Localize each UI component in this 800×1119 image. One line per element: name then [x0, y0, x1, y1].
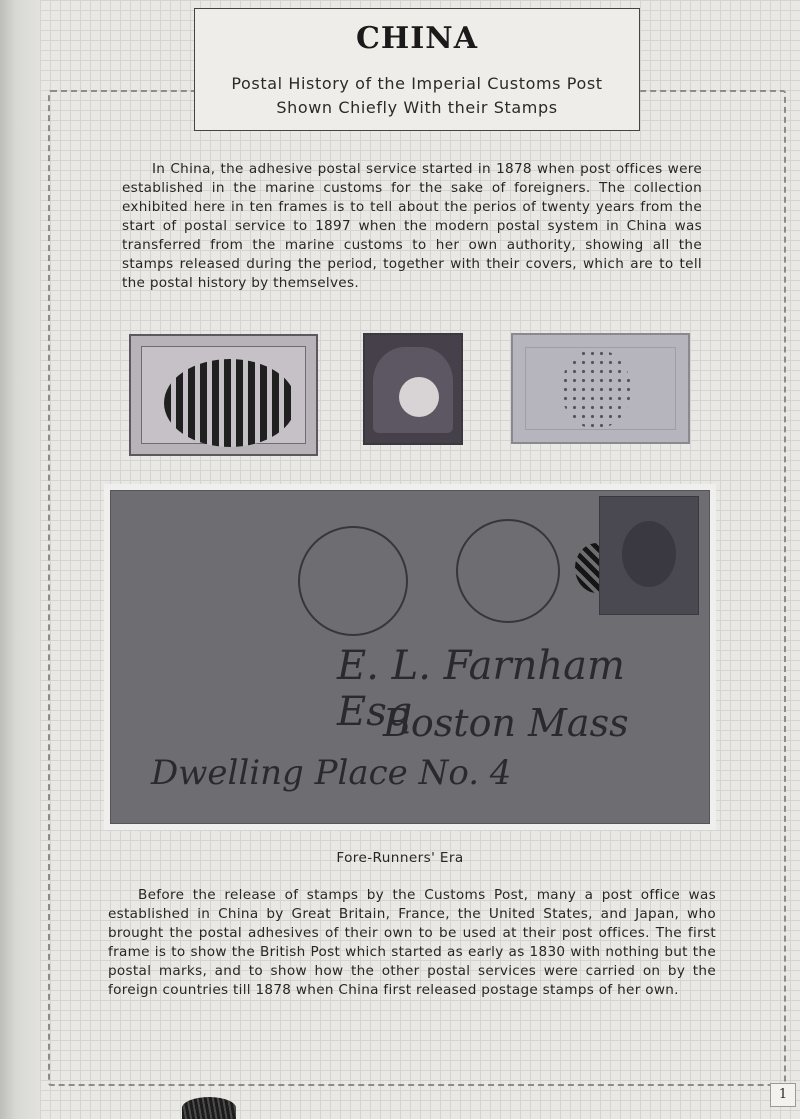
stamp-hong-kong [129, 334, 318, 456]
intro-paragraph: In China, the adhesive postal service started in 1878 when post offices were established in the marine customs for the sake of foreigners. The collection exhibited here in ten frames is to tell about the perios of twenty years from the start of postal service to 1897 when the modern postal system in China was transferred from the marine customs to her own authority, showing all the stamps released during the period, together with their covers, which are to tell the postal history by themselves. [122, 161, 702, 291]
address-line-2: Boston Mass [383, 701, 629, 745]
subtitle-line-1: Postal History of the Imperial Customs Post [231, 74, 603, 93]
page-subtitle [215, 72, 619, 120]
postmark-san-francisco [456, 519, 560, 623]
title-box [194, 8, 640, 131]
stamp-frame [373, 347, 453, 433]
section-paragraph: Before the release of stamps by the Customs Post, many a post office was established in China by Great Britain, France, the United States, and Japan, who brought the postal adhesives of their own to be used at their post offices. The first frame is to show the British Post which started as early as 1830 with nothing but the postal marks, and to show how the other postal services were carried on by the foreign countries till 1878 when China first released postage stamps of her own. [108, 887, 716, 998]
cover-mount [104, 484, 716, 830]
address-line-3: Dwelling Place No. 4 [151, 753, 512, 793]
address-line-1: E. L. Farnham Esq [337, 643, 625, 735]
cover-stamp [599, 496, 699, 615]
stamp-france [511, 333, 690, 444]
subtitle-line-2: Shown Chiefly With their Stamps [276, 98, 558, 117]
stamp-frame [141, 346, 306, 444]
barred-oval-cancel [164, 359, 296, 447]
stamp-emblem [399, 377, 439, 417]
tassel-decoration [182, 1097, 236, 1119]
page-number: 1 [770, 1083, 796, 1107]
section-caption: Fore-Runners' Era [336, 850, 464, 866]
stamp-portrait [622, 521, 676, 587]
page-title: CHINA [356, 21, 478, 56]
dotted-cancel [561, 349, 631, 429]
postmark-left [298, 526, 408, 636]
stamp-japan [363, 333, 463, 445]
postal-cover-envelope [110, 490, 710, 824]
page-binding-edge [0, 0, 40, 1119]
